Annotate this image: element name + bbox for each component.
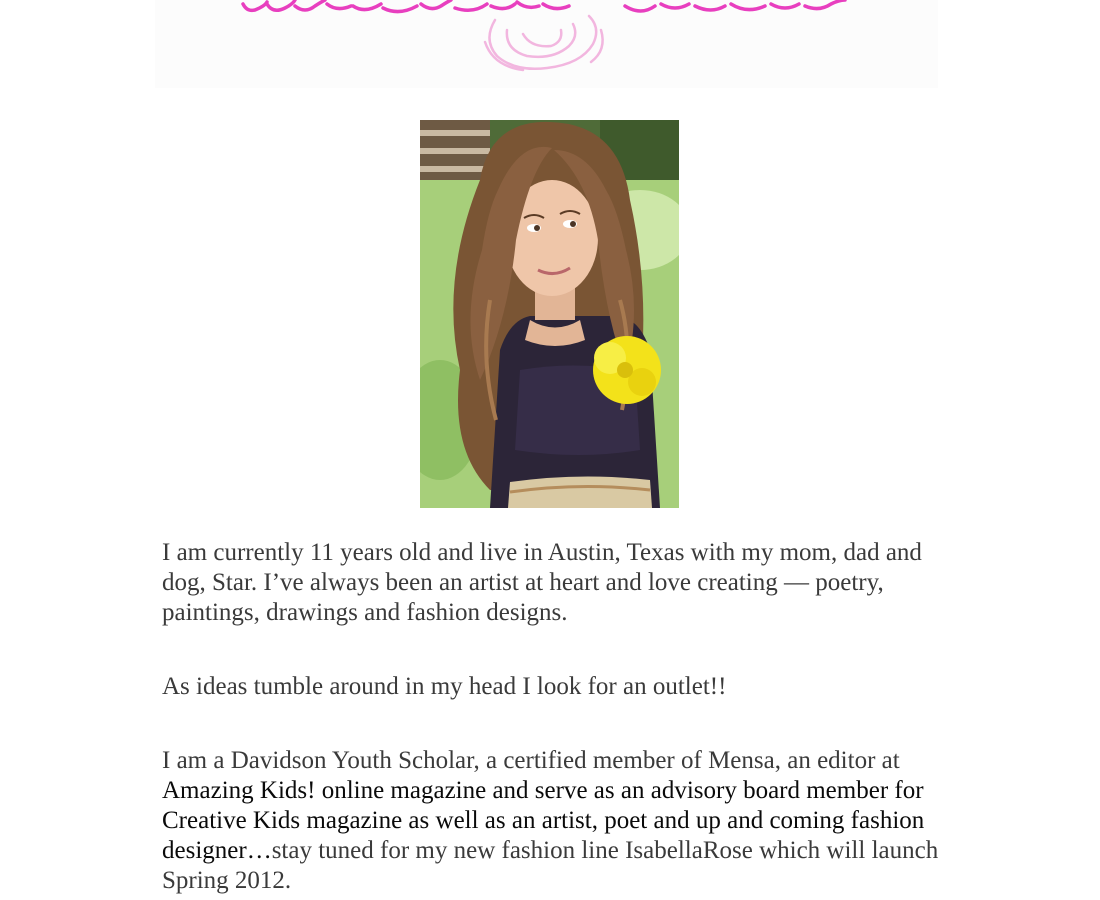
flower-brooch [593, 336, 661, 404]
bio-paragraph-3-start: I am a Davidson Youth Scholar, a certified member of Mensa, an editor at [162, 747, 900, 774]
bio-paragraph-3-highlight: Amazing Kids! online magazine and serve as an advisory board member for Creative Kids magazine as well as an artist, poet and up and coming fashion designer… [162, 777, 925, 864]
bio-text [162, 538, 952, 896]
bio-paragraph-3 [162, 746, 952, 896]
isabella-rose-logo [155, 0, 938, 88]
portrait-photo [420, 120, 679, 508]
header-banner [155, 0, 938, 88]
bio-paragraph-3-end: stay tuned for my new fashion line IsabellaRose which will launch Spring 2012. [162, 837, 939, 894]
bio-paragraph-2: As ideas tumble around in my head I look for an outlet!! [162, 673, 727, 700]
bio-paragraph-1: I am currently 11 years old and live in Austin, Texas with my mom, dad and dog, Star. I’ve always been an artist at heart and love creating — poetry, paintings, drawings and fashion designs. [162, 539, 922, 626]
